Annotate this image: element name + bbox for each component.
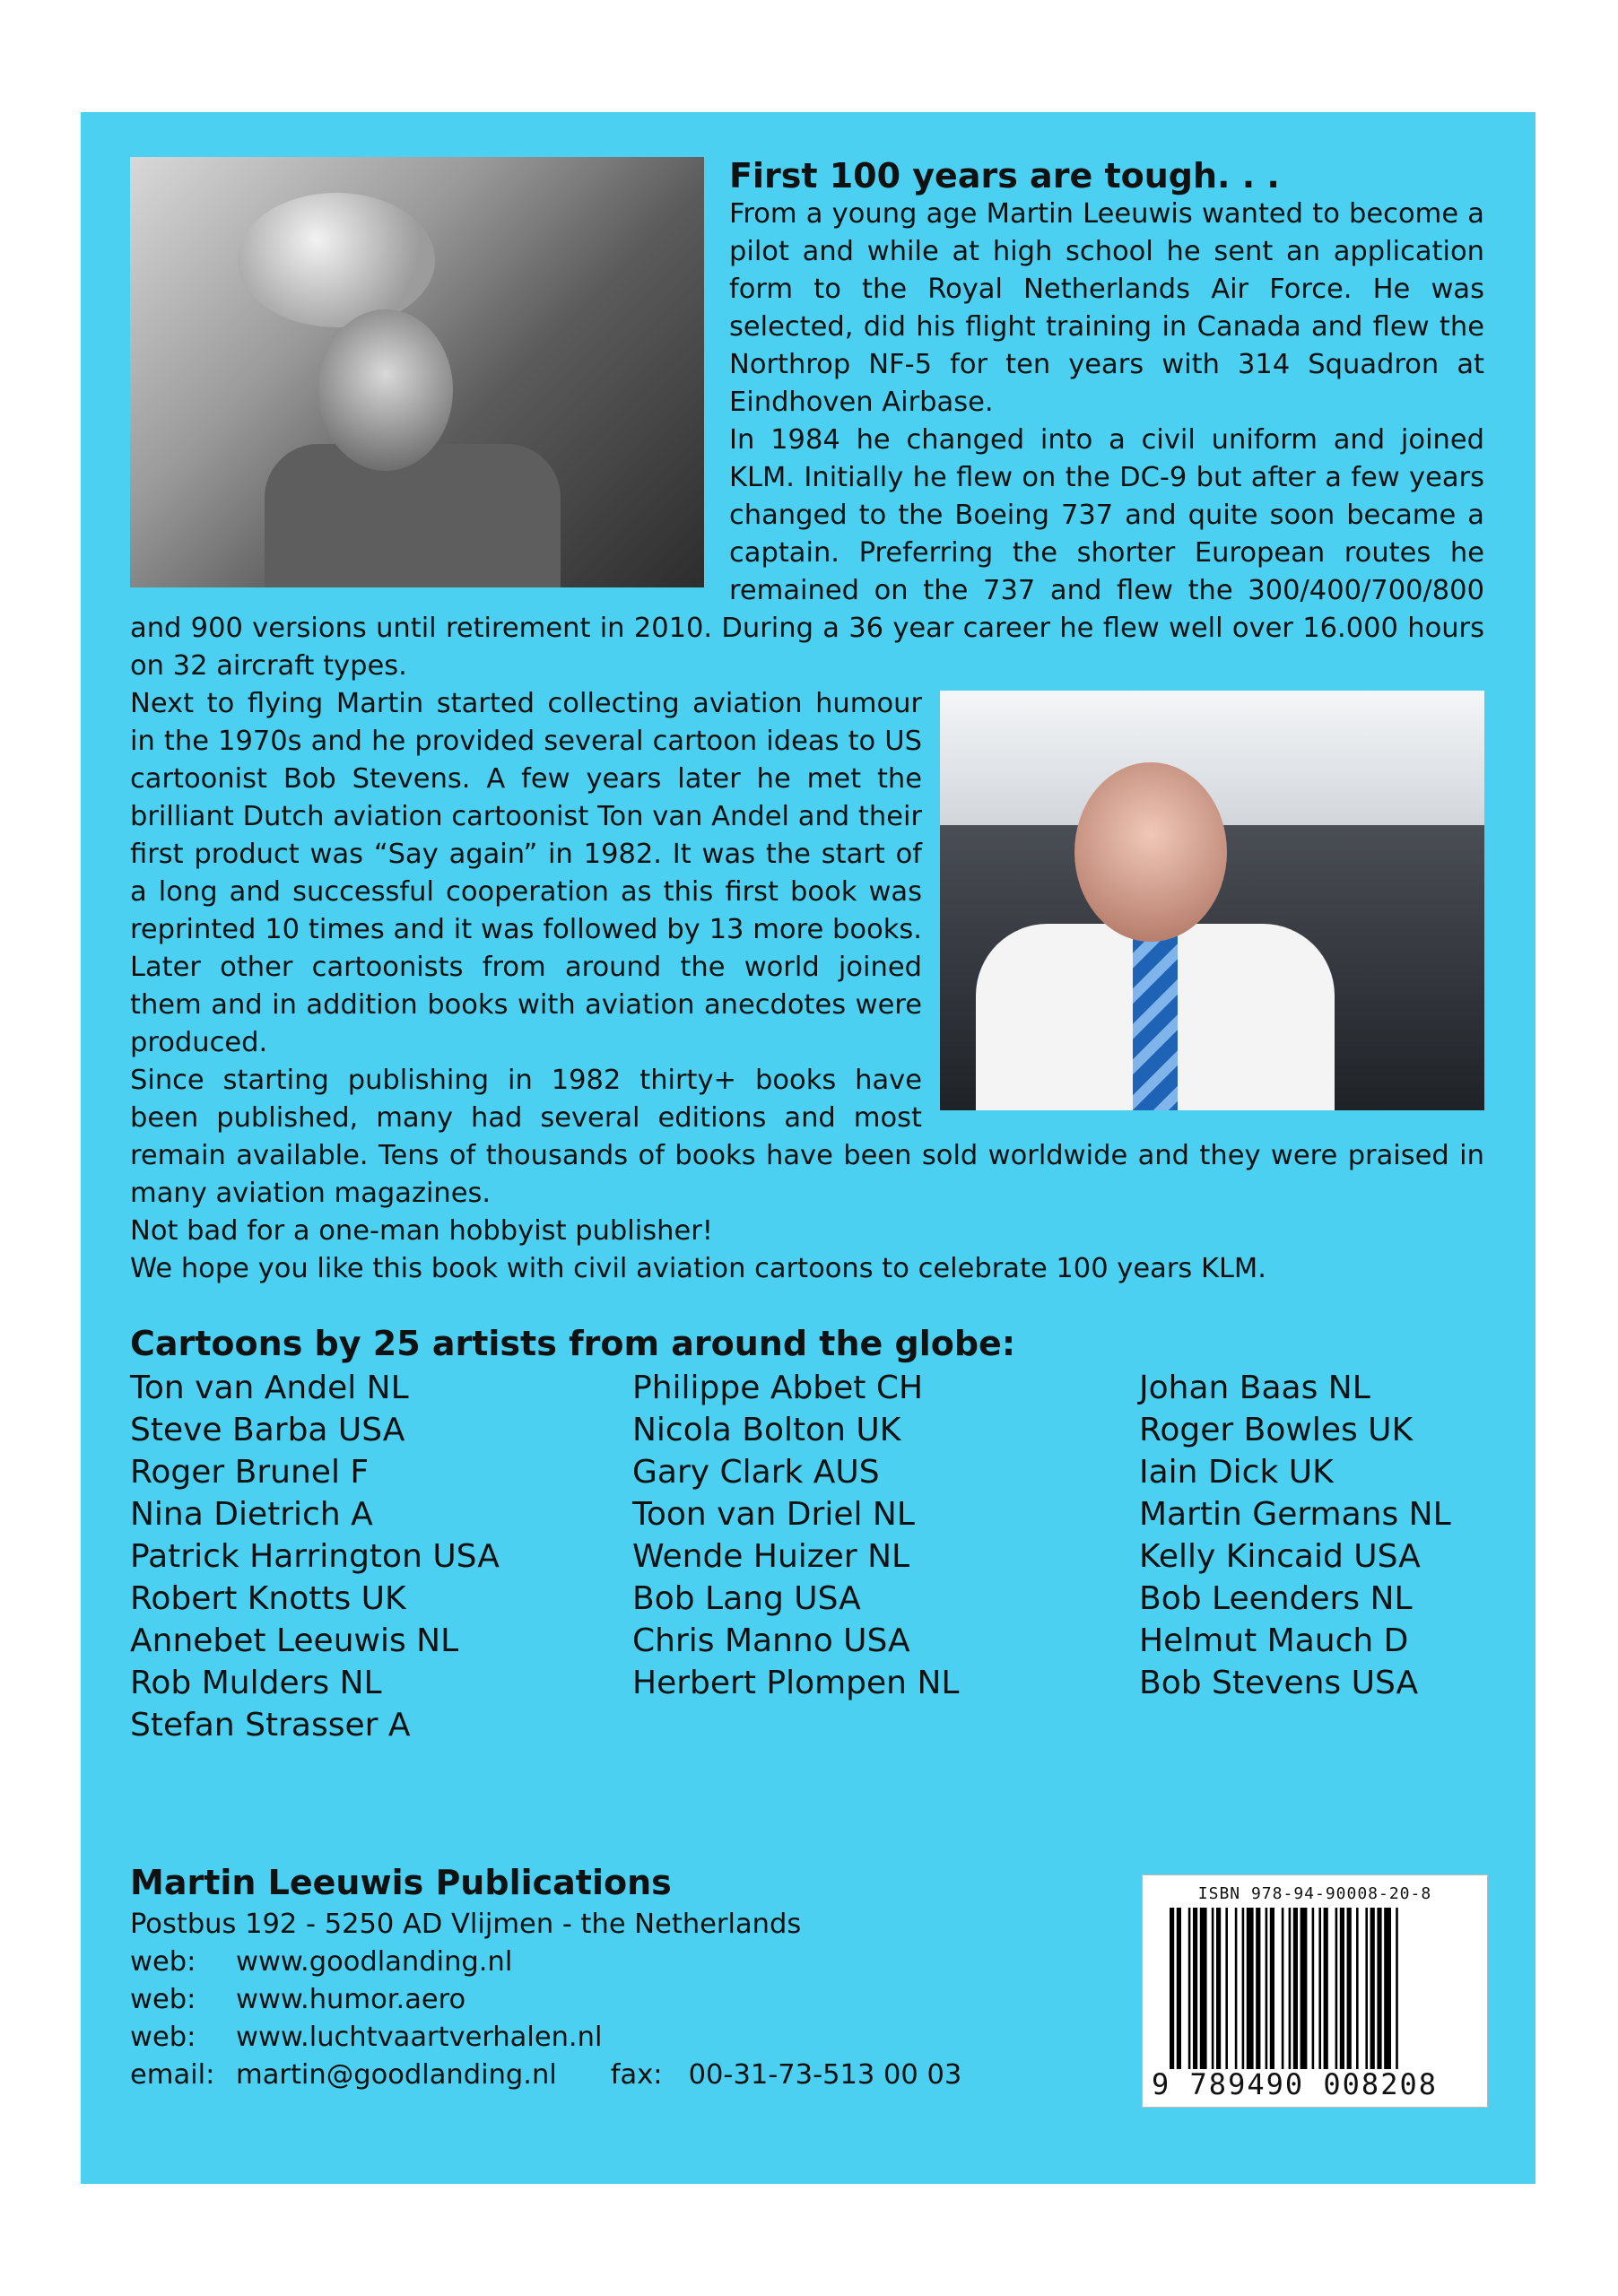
artists-heading: Cartoons by 25 artists from around the globe: xyxy=(130,1324,1016,1363)
barcode-bar xyxy=(1335,1908,1338,2069)
publisher-name: Martin Leeuwis Publications xyxy=(130,1863,672,1902)
artist-name: Steve Barba USA xyxy=(130,1412,405,1448)
web-label: web: xyxy=(130,1946,196,1978)
barcode-bar xyxy=(1193,1908,1197,2069)
captain-face-graphic xyxy=(1074,762,1227,942)
bio-paragraph-2: In 1984 he changed into a civil uniform and joined KLM. Initially he flew on the DC-9 but after a few years changed to the Boeing 737 and quite soon became a captain. Preferring the shorter European routes he remained on the 737 and flew the 300/400/700/800 and 900 versions until retirement in 2010. During a 36 year career he flew well over 16.000 hours on 32 aircraft types. xyxy=(130,424,1484,682)
barcode-digits: 9 789490 008208 xyxy=(1152,2067,1438,2101)
artist-name: Ton van Andel NL xyxy=(130,1370,409,1406)
barcode-bar xyxy=(1300,1908,1308,2069)
barcode-bar xyxy=(1396,1908,1398,2069)
barcode-bar xyxy=(1324,1908,1328,2069)
barcode-bar xyxy=(1370,1908,1375,2069)
barcode-bar xyxy=(1340,1908,1344,2069)
barcode-bar xyxy=(1235,1908,1238,2069)
barcode-bar xyxy=(1177,1908,1181,2069)
artist-name: Johan Baas NL xyxy=(1139,1370,1370,1406)
barcode-bar xyxy=(1289,1908,1292,2069)
bio-paragraph-4: Since starting publishing in 1982 thirty+ books have been published, many had several editions and most remain available. Tens of thousands of books have been sold worldwide and they were praised in many aviation magazines. xyxy=(130,1065,1484,1209)
artists-column-1 xyxy=(130,1367,632,1746)
isbn-text: ISBN 978-94-90008-20-8 xyxy=(1197,1884,1432,1903)
artists-column-2 xyxy=(632,1367,1139,1746)
barcode-bar xyxy=(1377,1908,1381,2069)
artist-name: Roger Brunel F xyxy=(130,1454,370,1491)
artist-name: Bob Stevens USA xyxy=(1139,1665,1419,1701)
artist-name: Roger Bowles UK xyxy=(1139,1412,1414,1448)
artist-name: Rob Mulders NL xyxy=(130,1665,382,1701)
bio-paragraph-6: We hope you like this book with civil aviation cartoons to celebrate 100 years KLM. xyxy=(130,1253,1266,1284)
artist-name: Stefan Strasser A xyxy=(130,1707,411,1744)
barcode-bar xyxy=(1356,1908,1359,2069)
isbn-barcode xyxy=(1142,1874,1488,2108)
artist-name: Kelly Kincaid USA xyxy=(1139,1538,1421,1575)
web-label: web: xyxy=(130,2022,196,2053)
bio-paragraph-1: From a young age Martin Leeuwis wanted to become a pilot and while at high school he sent an application form to the Royal Netherlands Air Force. He was selected, did his flight training in Canada and flew the Northrop NF-5 for ten years with 314 Squadron at Eindhoven Airbase. xyxy=(729,198,1484,418)
artist-name: Nicola Bolton UK xyxy=(632,1412,901,1448)
barcode-bar xyxy=(1242,1908,1245,2069)
fax-number: 00-31-73-513 00 03 xyxy=(688,2059,962,2091)
pilot-face-graphic xyxy=(318,309,453,471)
artist-name: Annebet Leeuwis NL xyxy=(130,1622,459,1659)
barcode-bar xyxy=(1200,1908,1207,2069)
artist-name: Herbert Plompen NL xyxy=(632,1665,960,1701)
barcode-bar xyxy=(1365,1908,1368,2069)
artist-name: Gary Clark AUS xyxy=(632,1454,880,1491)
cover-content xyxy=(130,152,1484,1746)
artists-list xyxy=(130,1367,1484,1746)
website-link[interactable]: www.goodlanding.nl xyxy=(236,1946,513,1978)
tie-graphic xyxy=(1133,933,1178,1110)
barcode-bar xyxy=(1212,1908,1214,2069)
back-cover xyxy=(81,112,1535,2184)
barcode-bar xyxy=(1384,1908,1391,2069)
web-label: web: xyxy=(130,1984,196,2015)
fax-label: fax: xyxy=(610,2059,663,2091)
publisher-address: Postbus 192 - 5250 AD Vlijmen - the Netherlands xyxy=(130,1909,802,1940)
bio-paragraph-5: Not bad for a one-man hobbyist publisher! xyxy=(130,1215,713,1247)
barcode-bar xyxy=(1256,1908,1260,2069)
barcode-bar xyxy=(1318,1908,1321,2069)
barcode-bar xyxy=(1282,1908,1284,2069)
helmet-graphic xyxy=(238,193,435,327)
barcode-bar xyxy=(1247,1908,1254,2069)
artists-section xyxy=(130,1324,1484,1746)
artist-name: Iain Dick UK xyxy=(1139,1454,1334,1491)
barcode-bar xyxy=(1216,1908,1221,2069)
artist-name: Bob Leenders NL xyxy=(1139,1580,1413,1617)
artist-name: Philippe Abbet CH xyxy=(632,1370,924,1406)
flight-suit-graphic xyxy=(265,444,561,587)
captain-cockpit-photo xyxy=(940,691,1484,1110)
artists-column-3 xyxy=(1139,1367,1484,1746)
barcode-bars xyxy=(1170,1908,1460,2069)
barcode-bar xyxy=(1170,1908,1174,2069)
artist-name: Helmut Mauch D xyxy=(1139,1622,1409,1659)
barcode-bar xyxy=(1266,1908,1268,2069)
artist-name: Bob Lang USA xyxy=(632,1580,861,1617)
bio-heading: First 100 years are tough. . . xyxy=(729,156,1280,196)
artist-name: Nina Dietrich A xyxy=(130,1496,373,1533)
website-link[interactable]: www.luchtvaartverhalen.nl xyxy=(236,2022,603,2053)
artist-name: Toon van Driel NL xyxy=(632,1496,915,1533)
email-link[interactable]: martin@goodlanding.nl xyxy=(236,2059,557,2091)
barcode-bar xyxy=(1270,1908,1274,2069)
artist-name: Martin Germans NL xyxy=(1139,1496,1451,1533)
barcode-bar xyxy=(1312,1908,1315,2069)
barcode-bar xyxy=(1188,1908,1191,2069)
email-label: email: xyxy=(130,2059,215,2091)
artist-name: Chris Manno USA xyxy=(632,1622,910,1659)
fighter-pilot-photo xyxy=(130,157,704,587)
website-link[interactable]: www.humor.aero xyxy=(236,1984,466,2015)
artist-name: Patrick Harrington USA xyxy=(130,1538,500,1575)
artist-name: Wende Huizer NL xyxy=(632,1538,910,1575)
barcode-bar xyxy=(1347,1908,1352,2069)
bio-paragraph-3: Next to flying Martin started collecting aviation humour in the 1970s and he provided several cartoon ideas to US cartoonist Bob Stevens. A few years later he met the brilliant Dutch aviation cartoonist Ton van Andel and their first product was “Say again” in 1982. It was the start of a long and successful cooperation as this first book was reprinted 10 times and it was followed by 13 more books. Later other cartoonists from around the world joined them and in addition books with aviation anecdotes were produced. xyxy=(130,688,922,1058)
barcode-bar xyxy=(1293,1908,1298,2069)
publisher-contact xyxy=(130,1861,1027,2094)
barcode-bar xyxy=(1225,1908,1228,2069)
artist-name: Robert Knotts UK xyxy=(130,1580,406,1617)
